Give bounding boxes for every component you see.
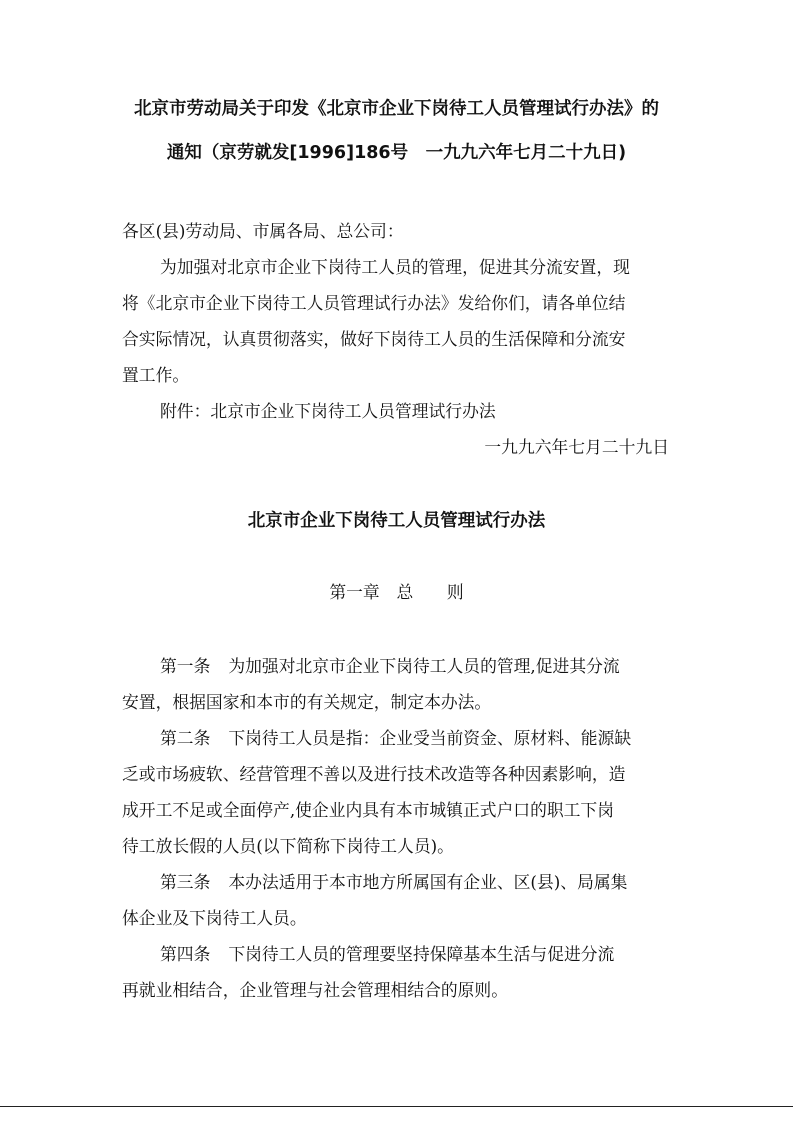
article-label: 第四条	[160, 944, 211, 964]
article-line: 待工放长假的人员(以下简称下岗待工人员)。	[122, 836, 454, 856]
article-text: 下岗待工人员的管理要坚持保障基本生活与促进分流	[228, 944, 615, 964]
article-label: 第一条	[160, 656, 211, 676]
article-text: 下岗待工人员是指：企业受当前资金、原材料、能源缺	[228, 728, 632, 748]
article-first-line	[160, 870, 627, 894]
notice-body-line: 为加强对北京市企业下岗待工人员的管理，促进其分流安置，现	[160, 257, 630, 277]
article-first-line	[160, 654, 620, 678]
notice-attachment: 附件：北京市企业下岗待工人员管理试行办法	[160, 401, 496, 421]
article-line: 乏或市场疲软、经营管理不善以及进行技术改造等各种因素影响，造	[122, 764, 626, 784]
article-line: 成开工不足或全面停产,使企业内具有本市城镇正式户口的职工下岗	[122, 800, 614, 820]
notice-title-line-1: 北京市劳动局关于印发《北京市企业下岗待工人员管理试行办法》的	[134, 99, 659, 119]
notice-body-line: 将《北京市企业下岗待工人员管理试行办法》发给你们，请各单位结	[122, 293, 626, 313]
notice-title-line-2: 通知（京劳就发[1996]186号 一九九六年七月二十九日)	[166, 143, 627, 163]
notice-body-line: 合实际情况，认真贯彻落实，做好下岗待工人员的生活保障和分流安	[122, 329, 626, 349]
article-text: 本办法适用于本市地方所属国有企业、区(县)、局属集	[228, 872, 628, 892]
article-label: 第二条	[160, 728, 211, 748]
notice-addressee: 各区(县)劳动局、市属各局、总公司：	[122, 221, 404, 241]
article-line: 安置，根据国家和本市的有关规定，制定本办法。	[122, 692, 492, 712]
article-label: 第三条	[160, 872, 211, 892]
article-first-line	[160, 726, 631, 750]
article-line: 再就业相结合，企业管理与社会管理相结合的原则。	[122, 980, 508, 1000]
page-bottom-rule	[0, 1106, 793, 1107]
measures-title: 北京市企业下岗待工人员管理试行办法	[247, 511, 546, 531]
article-text: 为加强对北京市企业下岗待工人员的管理,促进其分流	[228, 656, 620, 676]
notice-date: 一九九六年七月二十九日	[484, 437, 669, 457]
article-line: 体企业及下岗待工人员。	[122, 908, 307, 928]
chapter-heading: 第一章 总 则	[329, 582, 464, 602]
article-first-line	[160, 942, 614, 966]
notice-body-line: 置工作。	[122, 365, 190, 385]
